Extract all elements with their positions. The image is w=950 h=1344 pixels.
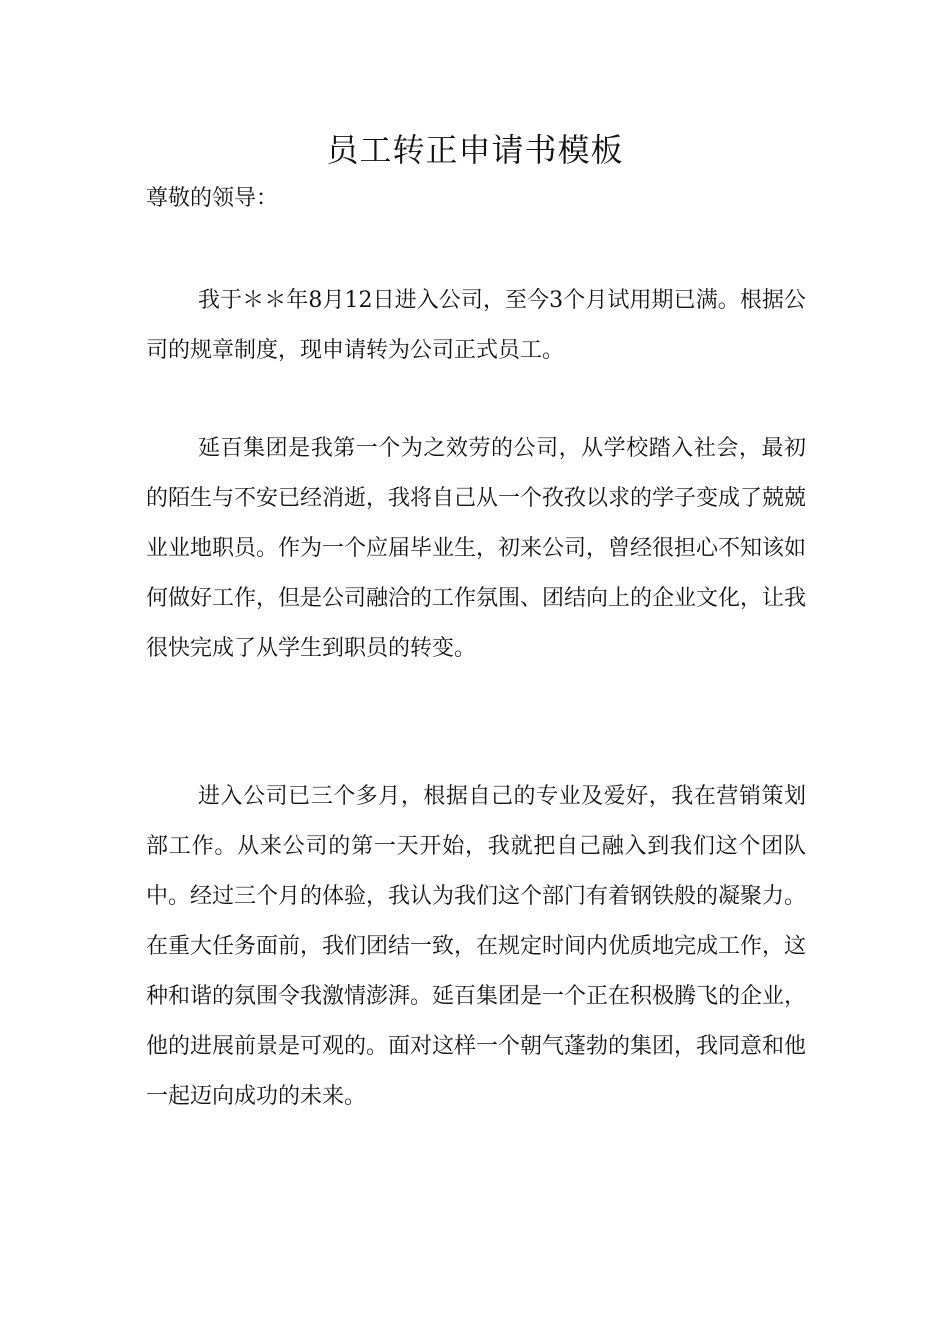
salutation: 尊敬的领导： bbox=[146, 186, 279, 211]
document-title: 员工转正申请书模板 bbox=[326, 131, 624, 169]
paragraph-first-job: 延百集团是我第一个为之效劳的公司，从学校踏入社会，最初的陌生与不安已经消逝，我将自己从一个孜孜以求的学子变成了兢兢业业地职员。作为一个应届毕业生，初来公司，曾经很担心不知该如何做好工作，但是公司融洽的工作氛围、团结向上的企业文化，让我很快完成了从学生到职员的转变。 bbox=[146, 436, 807, 661]
paragraph-probation-complete: 我于＊＊年8月12日进入公司，至今3个月试用期已满。根据公司的规章制度，现申请转为公司正式员工。 bbox=[146, 288, 806, 363]
paragraph-team-experience: 进入公司已三个多月，根据自己的专业及爱好，我在营销策划部工作。从来公司的第一天开始，我就把自己融入到我们这个团队中。经过三个月的体验，我认为我们这个部门有着钢铁般的凝聚力。在重大任务面前，我们团结一致，在规定时间内优质地完成工作，这种和谐的氛围令我激情澎湃。延百集团是一个正在积极腾飞的企业，他的进展前景是可观的。面对这样一个朝气蓬勃的集团，我同意和他一起迈向成功的未来。 bbox=[146, 784, 807, 1109]
